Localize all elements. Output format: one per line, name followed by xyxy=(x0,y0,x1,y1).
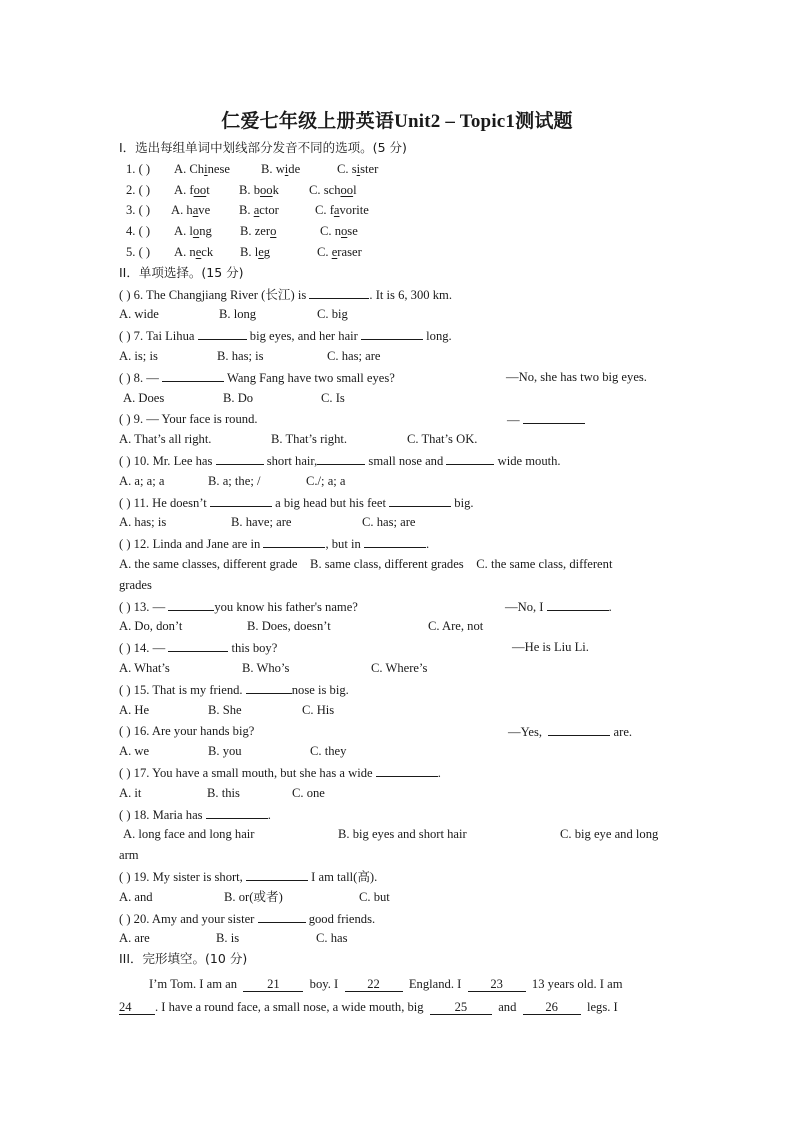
cloze-line-2: 24 . I have a round face, a small nose, a wide mouth, big 25 and 26 legs. I xyxy=(119,1000,618,1014)
option-b: B. wide xyxy=(261,162,301,176)
option-c: C. school xyxy=(309,183,357,197)
options-16: A. we B. you C. they xyxy=(119,744,347,758)
question-20: ( ) 20. Amy and your sister good friends. xyxy=(119,908,375,928)
section1-heading: I．选出每组单词中划线部分发音不同的选项。(5 分) xyxy=(119,140,407,155)
options-12: A. the same classes, different grade B. same class, different grades C. the same class, different xyxy=(119,557,613,571)
options-10: A. a; a; a B. a; the; / C./; a; a xyxy=(119,474,346,488)
option-a: A. have xyxy=(171,203,211,217)
options-8: A. Does B. Do C. Is xyxy=(123,391,345,405)
option-c: C. eraser xyxy=(317,245,362,259)
question-12: ( ) 12. Linda and Jane are in , but in . xyxy=(119,533,429,553)
options-6: A. wide B. long C. big xyxy=(119,307,348,321)
section3-heading: III．完形填空。(10 分) xyxy=(119,951,248,966)
options-13: A. Do, don’t B. Does, doesn’t C. Are, not xyxy=(119,619,484,633)
option-c: C. favorite xyxy=(315,203,369,217)
options-20: A. are B. is C. has xyxy=(119,931,348,945)
question-18: ( ) 18. Maria has . xyxy=(119,804,271,824)
option-b: B. book xyxy=(239,183,279,197)
option-b: B. zero xyxy=(240,224,277,238)
answer-blank[interactable] xyxy=(263,533,325,548)
options-9: A. That’s all right. B. That’s right. C. That’s OK. xyxy=(119,432,478,446)
answer-blank[interactable] xyxy=(198,325,247,340)
options-17: A. it B. this C. one xyxy=(119,786,325,800)
answer-blank[interactable] xyxy=(548,721,610,736)
cloze-blank-25[interactable]: 25 xyxy=(430,1000,492,1015)
answer-blank[interactable] xyxy=(376,762,438,777)
option-a: A. foot xyxy=(174,183,210,197)
answer-blank[interactable] xyxy=(389,492,451,507)
answer-blank[interactable] xyxy=(246,679,292,694)
section2-heading: II．单项选择。(15 分) xyxy=(119,265,244,280)
option-a: A. long xyxy=(174,224,212,238)
options-14: A. What’s B. Who’s C. Where’s xyxy=(119,661,428,675)
options-11: A. has; is B. have; are C. has; are xyxy=(119,515,416,529)
option-a: A. neck xyxy=(174,245,214,259)
answer-blank[interactable] xyxy=(246,866,308,881)
question-19: ( ) 19. My sister is short, I am tall(高). xyxy=(119,866,377,886)
answer-blank[interactable] xyxy=(317,450,365,465)
answer-blank[interactable] xyxy=(523,409,585,424)
cloze-blank-23[interactable]: 23 xyxy=(468,977,526,992)
page-title: 仁爱七年级上册英语Unit2 – Topic1测试题 xyxy=(221,111,573,132)
answer-blank[interactable] xyxy=(258,908,306,923)
answer-blank[interactable] xyxy=(361,325,423,340)
cloze-blank-24[interactable]: 24 xyxy=(119,1000,155,1015)
options-18-cont: arm xyxy=(119,848,139,862)
option-c: C. sister xyxy=(337,162,379,176)
question-7: ( ) 7. Tai Lihua big eyes, and her hair long. xyxy=(119,325,452,345)
question-13: ( ) 13. — you know his father's name? —No, I . xyxy=(119,596,675,616)
cloze-blank-21[interactable]: 21 xyxy=(243,977,303,992)
question-9: ( ) 9. — Your face is round. — xyxy=(119,409,675,429)
answer-blank[interactable] xyxy=(206,804,268,819)
answer-blank[interactable] xyxy=(216,450,264,465)
pron-item-3: 3. ( ) A. have B. actor C. favorite xyxy=(119,200,679,220)
option-a: A. Chinese xyxy=(174,162,230,176)
answer-blank[interactable] xyxy=(162,367,224,382)
answer-blank[interactable] xyxy=(309,284,369,299)
question-11: ( ) 11. He doesn’t a big head but his feet big. xyxy=(119,492,474,512)
options-12-cont: grades xyxy=(119,578,152,592)
cloze-line-1: I’m Tom. I am an 21 boy. I 22 England. I 23 13 years old. I am xyxy=(149,977,623,991)
pron-item-2: 2. ( ) A. foot B. book C. school xyxy=(119,180,679,200)
answer-blank[interactable] xyxy=(364,533,426,548)
pron-item-4: 4. ( ) A. long B. zero C. nose xyxy=(119,221,679,241)
answer-blank[interactable] xyxy=(547,596,609,611)
option-b: B. leg xyxy=(240,245,271,259)
options-7: A. is; is B. has; is C. has; are xyxy=(119,349,381,363)
cloze-blank-22[interactable]: 22 xyxy=(345,977,403,992)
answer-blank[interactable] xyxy=(168,596,214,611)
option-c: C. nose xyxy=(320,224,358,238)
question-14: ( ) 14. — this boy? —He is Liu Li. xyxy=(119,637,675,657)
question-10: ( ) 10. Mr. Lee has short hair, small nose and wide mouth. xyxy=(119,450,561,470)
options-15: A. He B. She C. His xyxy=(119,703,335,717)
question-6: ( ) 6. The Changjiang River (长江) is . It is 6, 300 km. xyxy=(119,284,452,304)
answer-blank[interactable] xyxy=(210,492,272,507)
answer-blank[interactable] xyxy=(168,637,228,652)
option-b: B. actor xyxy=(239,203,279,217)
pron-item-5: 5. ( ) A. neck B. leg C. eraser xyxy=(119,242,679,262)
question-15: ( ) 15. That is my friend. nose is big. xyxy=(119,679,349,699)
options-18: A. long face and long hair B. big eyes and short hair C. big eye and long xyxy=(123,827,659,841)
question-17: ( ) 17. You have a small mouth, but she has a wide . xyxy=(119,762,441,782)
pron-item-1: 1. ( ) A. Chinese B. wide C. sister xyxy=(119,159,679,179)
options-19: A. and B. or(或者) C. but xyxy=(119,890,390,904)
cloze-blank-26[interactable]: 26 xyxy=(523,1000,581,1015)
question-8: ( ) 8. — Wang Fang have two small eyes? —No, she has two big eyes. xyxy=(119,367,675,387)
answer-blank[interactable] xyxy=(446,450,494,465)
question-16: ( ) 16. Are your hands big? —Yes, are. xyxy=(119,721,675,741)
